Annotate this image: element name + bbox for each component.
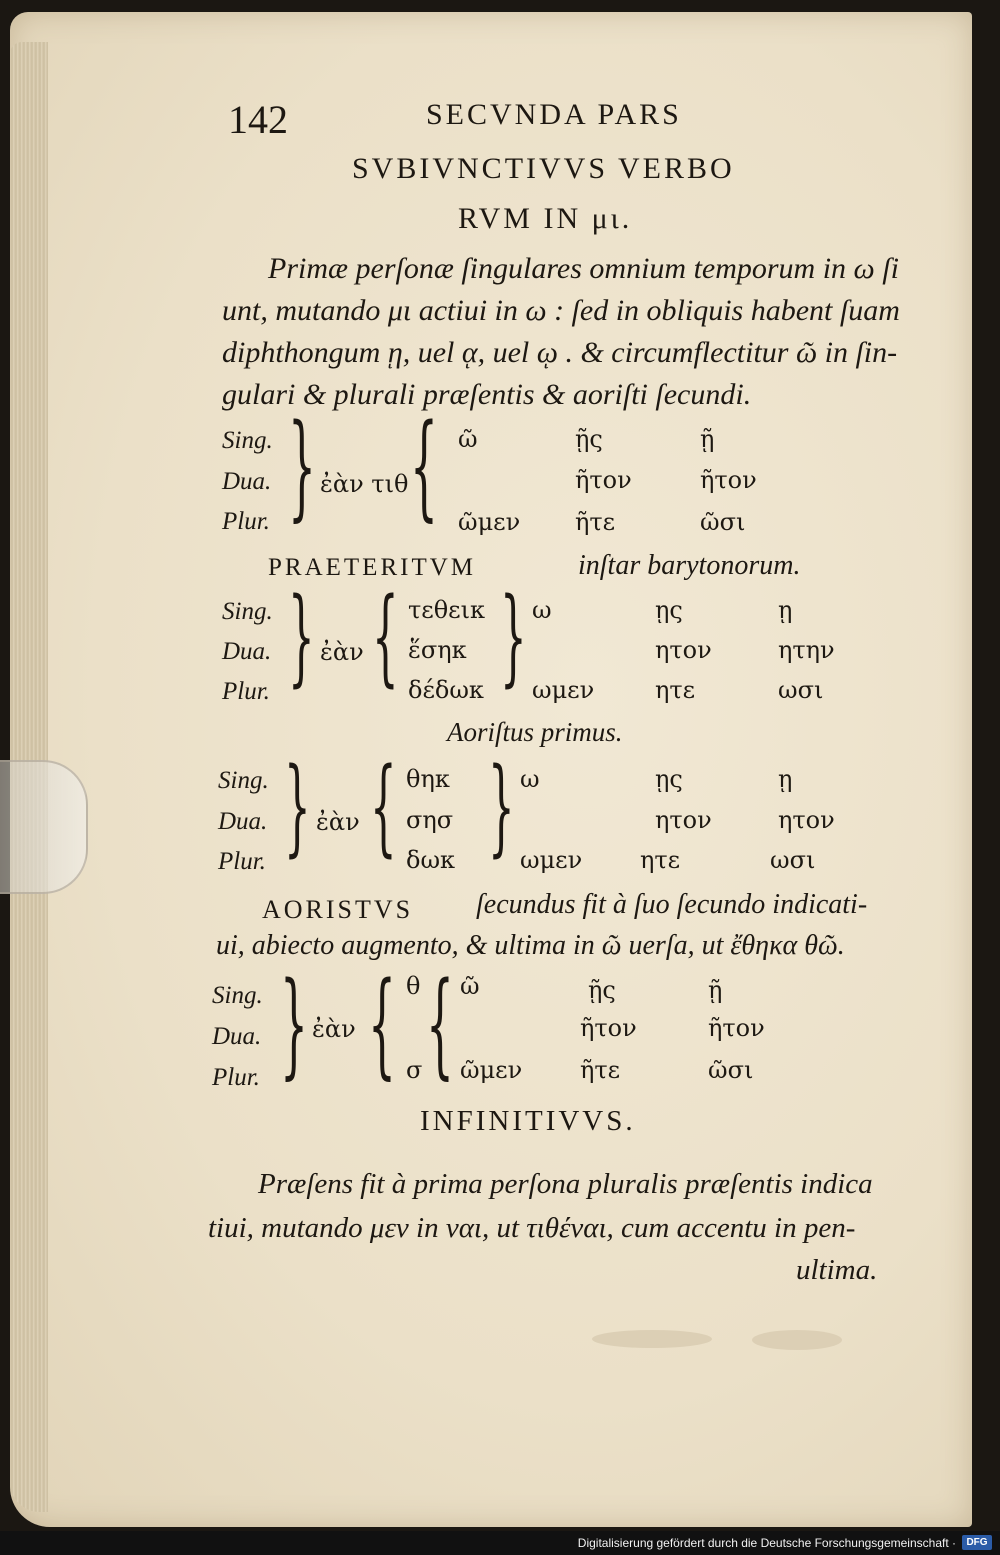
- ending: ῆτον: [575, 466, 632, 494]
- perfect-stem: δέδωκ: [408, 676, 484, 704]
- stem: ἐὰν: [312, 1015, 356, 1043]
- brace-right: }: [288, 575, 315, 698]
- running-head: SECVNDA PARS: [426, 98, 682, 131]
- ending: ῇ: [708, 976, 723, 1004]
- label-dua: Dua.: [222, 638, 272, 665]
- label-plur: Plur.: [222, 678, 270, 705]
- digitization-footer: [0, 1531, 1000, 1555]
- brace-right: }: [500, 575, 527, 698]
- label-dua: Dua.: [222, 468, 272, 495]
- ending: ω: [520, 765, 540, 793]
- aorist2-stem: σ: [406, 1056, 423, 1084]
- stain: [592, 1330, 712, 1348]
- heading-aoristus: AORISTVS: [262, 895, 414, 924]
- intro-line3: diphthongum ῃ, uel ᾳ, uel ῳ . & circumflectitur ῶ in ſin-: [222, 336, 898, 369]
- section-title-line2: RVM IN μι.: [458, 202, 633, 235]
- aorist-stem: δωκ: [406, 846, 456, 874]
- section-title-line1: SVBIVNCTIVVS VERBO: [352, 152, 735, 185]
- ending: ῶμεν: [460, 1056, 523, 1084]
- ending: ῶ: [458, 425, 478, 453]
- ending: ω: [532, 596, 552, 624]
- dfg-logo: DFG: [962, 1535, 992, 1550]
- intro-line2: unt, mutando μι actiui in ω : ſed in obliquis habent ſuam: [222, 294, 900, 327]
- ending: ῆτον: [580, 1014, 637, 1042]
- brace-right: }: [280, 959, 308, 1093]
- heading-praeteritum: PRAETERITVM: [268, 554, 476, 581]
- brace-left: {: [372, 575, 399, 698]
- ending: ῶμεν: [458, 508, 521, 536]
- brace-left: {: [368, 959, 396, 1093]
- label-sing: Sing.: [222, 598, 273, 625]
- intro-line4: gulari & plurali præſentis & aoriſti ſecundi.: [222, 378, 752, 411]
- intro-line1: Primæ perſonæ ſingulares omnium temporum in ω ſi: [268, 252, 899, 285]
- ending: ητην: [778, 636, 835, 664]
- ending: ῇ: [700, 425, 715, 453]
- stem: ἐὰν τιθ: [320, 470, 409, 498]
- ending: ῃς: [655, 596, 683, 624]
- ending: ωμεν: [520, 846, 583, 874]
- aorist-stem: θηκ: [406, 765, 450, 793]
- brace-right: }: [284, 745, 311, 868]
- stem: ἐὰν: [320, 638, 364, 666]
- closing-line1: Præſens fit à prima perſona pluralis præſentis indica: [258, 1168, 873, 1200]
- ending: ῶσι: [708, 1056, 754, 1084]
- page-clip: [0, 760, 88, 894]
- ending: ῇς: [575, 425, 603, 453]
- ending: ῃς: [655, 765, 683, 793]
- heading-aoristus-rest: ſecundus fit à ſuo ſecundo indicati-: [476, 889, 868, 920]
- aorist-stem: σησ: [406, 806, 454, 834]
- ending: ητον: [655, 636, 712, 664]
- stain: [752, 1330, 842, 1350]
- label-plur: Plur.: [212, 1064, 260, 1091]
- label-dua: Dua.: [212, 1023, 262, 1050]
- closing-line2: tiui, mutando μεν in ναι, ut τιθέναι, cum accentu in pen-: [208, 1212, 856, 1244]
- footer-text: Digitalisierung gefördert durch die Deutsche Forschungsgemeinschaft ·: [577, 1536, 956, 1550]
- label-sing: Sing.: [222, 427, 273, 454]
- ending: ῃ: [778, 596, 793, 624]
- ending: ῇς: [588, 976, 616, 1004]
- ending: ωσι: [778, 676, 824, 704]
- page-number: 142: [228, 97, 288, 142]
- stem: ἐὰν: [316, 808, 360, 836]
- closing-line3: ultima.: [796, 1254, 878, 1286]
- perfect-stem: τεθεικ: [408, 596, 486, 624]
- ending: ῆτε: [575, 508, 616, 536]
- ending: ωσι: [770, 846, 816, 874]
- ending: ητον: [778, 806, 835, 834]
- brace-left: {: [410, 401, 438, 535]
- ending: ητε: [640, 846, 681, 874]
- label-sing: Sing.: [218, 767, 269, 794]
- heading-infinitivus: INFINITIVVS.: [420, 1105, 636, 1137]
- heading-aoristus-primus: Aoriſtus primus.: [447, 717, 623, 747]
- ending: ῆτον: [708, 1014, 765, 1042]
- ending: ῆτε: [580, 1056, 621, 1084]
- aoristus-line2: ui, abiecto augmento, & ultima in ῶ uerſa, ut ἔθηκα θῶ.: [216, 930, 845, 961]
- brace-right: }: [288, 401, 316, 535]
- brace-right: }: [488, 745, 515, 868]
- brace-left: {: [370, 745, 397, 868]
- ending: ῆτον: [700, 466, 757, 494]
- brace-left: {: [426, 959, 454, 1093]
- label-plur: Plur.: [222, 508, 270, 535]
- perfect-stem: ἕσηκ: [408, 636, 467, 664]
- ending: ητον: [655, 806, 712, 834]
- label-dua: Dua.: [218, 808, 268, 835]
- ending: ητε: [655, 676, 696, 704]
- ending: ῶσι: [700, 508, 746, 536]
- heading-praeteritum-rest: inſtar barytonorum.: [578, 550, 801, 581]
- label-plur: Plur.: [218, 848, 266, 875]
- ending: ῶ: [460, 972, 480, 1000]
- label-sing: Sing.: [212, 982, 263, 1009]
- ending: ῃ: [778, 765, 793, 793]
- aorist2-stem: θ: [406, 972, 421, 1000]
- ending: ωμεν: [532, 676, 595, 704]
